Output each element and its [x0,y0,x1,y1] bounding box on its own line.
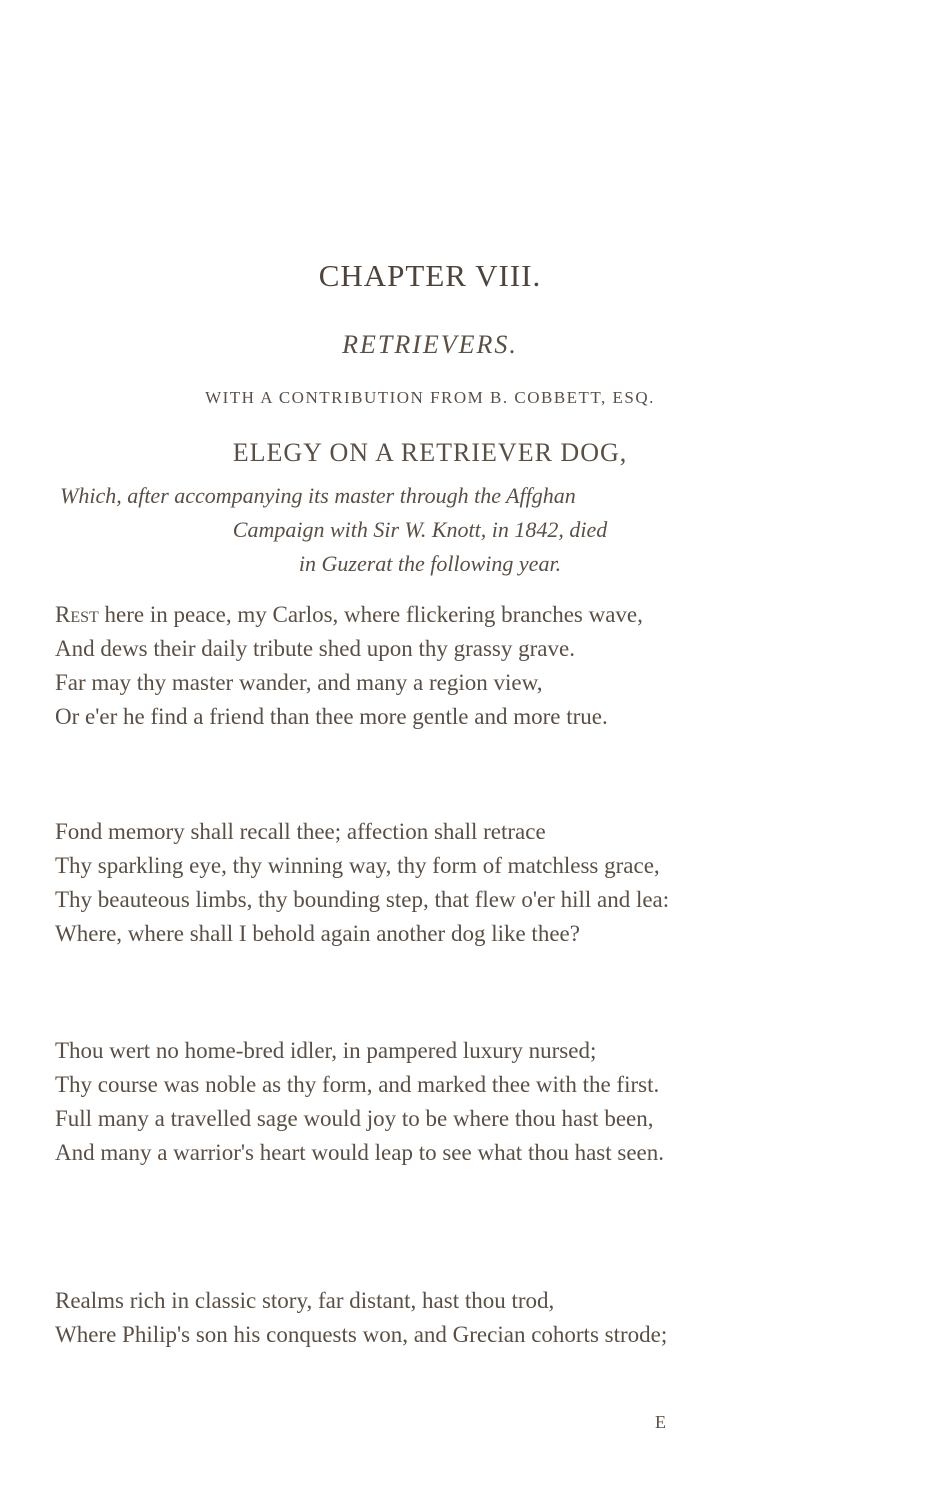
stanza-2 [55,815,790,951]
verse-line: And dews their daily tribute shed upon thy grassy grave. [55,636,575,661]
stanza-4 [55,1284,790,1352]
elegy-title: ELEGY ON A RETRIEVER DOG, [232,438,628,467]
verse-line: Where Philip's son his conquests won, and Grecian cohorts strode; [55,1322,668,1347]
signature-mark: E [655,1412,666,1432]
verse-line: Rest here in peace, my Carlos, where flickering branches wave, [55,602,643,627]
section-title: RETRIEVERS. [342,330,518,359]
verse-line: Far may thy master wander, and many a region view, [55,670,543,695]
chapter-heading: CHAPTER VIII. [318,258,542,293]
verse-line: Thou wert no home-bred idler, in pampered luxury nursed; [55,1038,597,1063]
stanza-3 [55,1034,790,1170]
subtitle-line-2: Campaign with Sir W. Knott, in 1842, died [232,517,608,542]
stanza-1 [55,598,790,734]
verse-line: Where, where shall I behold again another dog like thee? [55,921,580,946]
verse-line: And many a warrior's heart would leap to see what thou hast seen. [55,1140,664,1165]
verse-line: Thy sparkling eye, thy winning way, thy form of matchless grace, [55,853,660,878]
verse-line: Or e'er he find a friend than thee more gentle and more true. [55,704,608,729]
verse-line: Fond memory shall recall thee; affection shall retrace [55,819,546,844]
verse-line: Full many a travelled sage would joy to be where thou hast been, [55,1106,654,1131]
verse-line: Thy beauteous limbs, thy bounding step, that flew o'er hill and lea: [55,887,670,912]
subtitle-line-1: Which, after accompanying its master through the Affghan [60,483,576,508]
verse-line: Thy course was noble as thy form, and marked thee with the first. [55,1072,660,1097]
subtitle-line-3: in Guzerat the following year. [298,551,562,576]
verse-line: Realms rich in classic story, far distant, hast thou trod, [55,1288,555,1313]
drop-word: Rest [55,602,99,627]
contribution-line: WITH A CONTRIBUTION FROM B. COBBETT, ESQ. [205,388,655,407]
